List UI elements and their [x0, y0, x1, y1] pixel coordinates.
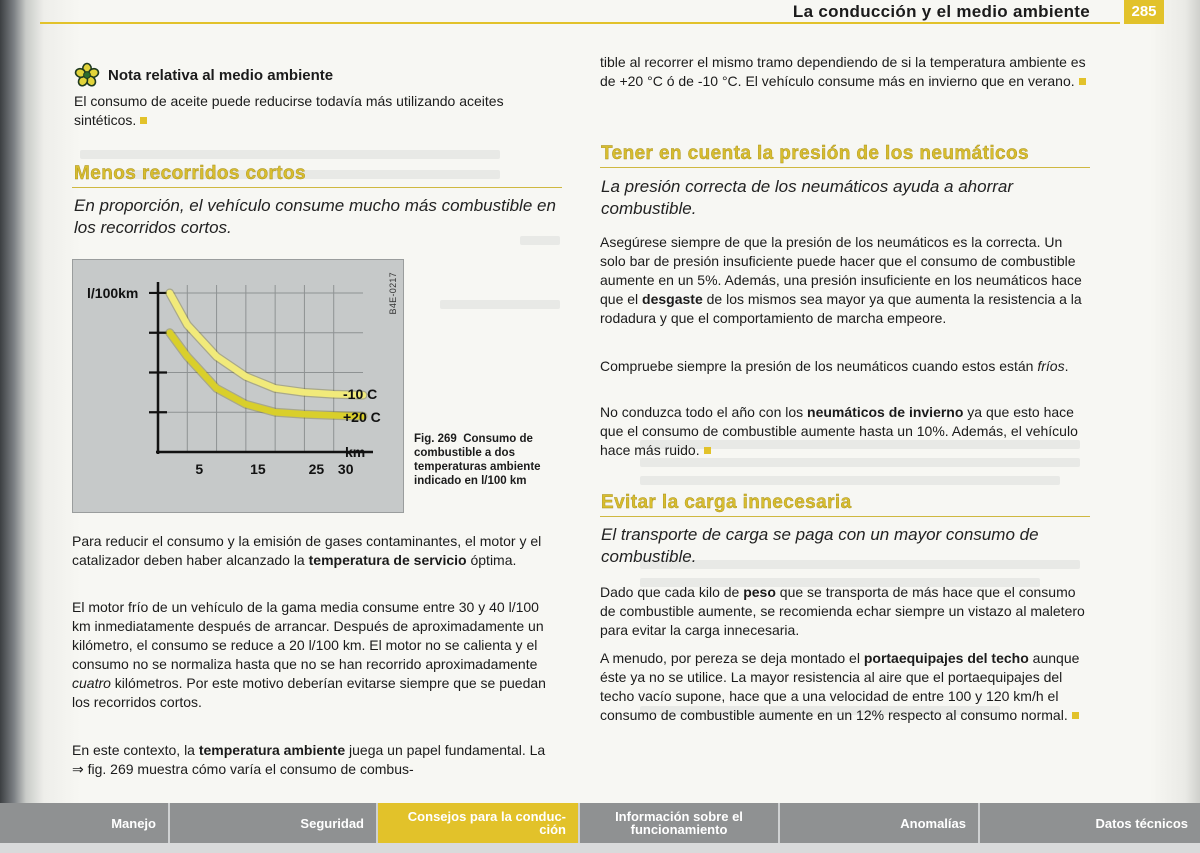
text-run: óptima.: [466, 552, 517, 568]
text-run: juega un papel fundamental. La ⇒ fig. 269 muestra cómo varía el consumo de combus-: [72, 742, 546, 777]
note-text-content: El consumo de aceite puede reducirse todavía más utilizando aceites sintéticos.: [74, 93, 504, 128]
series-label-minus10: -10 C: [343, 386, 378, 403]
text-run: aunque éste ya no se utilice. La mayor resistencia al aire que el portaequipajes del techo vacío supone, hace que a una velocidad de entre 100 y 120 km/h el consumo de combustible aumente en un 12% respecto al consumo normal.: [600, 650, 1080, 723]
paragraph-roof-rack: [600, 649, 1090, 725]
tab-label: Datos técnicos: [1095, 815, 1188, 831]
tab-consejos[interactable]: [378, 803, 580, 843]
tab-datos-tecnicos[interactable]: [980, 803, 1200, 843]
bold-text: portaequipajes del techo: [863, 650, 1029, 666]
section-title-tire-pressure: Tener en cuenta la presión de los neumáticos: [601, 143, 1029, 164]
paragraph-tire-pressure: [600, 233, 1090, 328]
figure-code: B4E-0217: [388, 272, 398, 315]
text-run: .: [1064, 358, 1069, 374]
paragraph-weight: [600, 583, 1090, 640]
text-run: que se transporta de más hace que el consumo de combustible aumente, se recomienda echar siempre un vistazo al maletero para evitar la carga innecesaria.: [600, 584, 1085, 638]
paragraph-winter-tires: [600, 403, 1090, 460]
tab-label: Consejos para la conduc- ción: [407, 809, 566, 837]
text-run: El motor frío de un vehículo de la gama media consume entre 30 y 40 l/100 km inmediatamente después de arrancar. Después de aproximadamente un kilómetro, el consumo se reduce a 20 l/100 km. El motor no se calienta y el consumo no se normaliza hasta que no se han recorrido aproximadamente: [72, 599, 544, 672]
paragraph-continuation: [600, 53, 1090, 91]
footer-strip: [0, 843, 1200, 853]
tab-label: Información sobre el funcionamiento: [615, 809, 743, 837]
section-title-unnecessary-load: Evitar la carga innecesaria: [601, 492, 852, 513]
tab-seguridad[interactable]: [170, 803, 378, 843]
section-title-short-trips: Menos recorridos cortos: [74, 163, 306, 184]
text-run: ya que esto hace que el consumo de combustible aumente hasta un 10%. Además, el vehículo hace más ruido.: [600, 404, 1078, 458]
paragraph-service-temperature: [72, 532, 550, 570]
figure-caption-text: Consumo de combustible a dos temperaturas ambiente indicado en l/100 km: [414, 433, 541, 487]
text-run: En este contexto, la: [72, 742, 199, 758]
tab-label: Seguridad: [300, 815, 364, 831]
tab-label: Anomalías: [900, 815, 966, 831]
header-rule: [40, 22, 1120, 24]
show-through: [440, 300, 560, 309]
text-run: Dado que cada kilo de: [600, 584, 744, 600]
figure-caption-label: Fig. 269: [414, 433, 457, 445]
tab-anomalias[interactable]: [780, 803, 980, 843]
text-run: de los mismos sea mayor ya que aumenta la resistencia a la rodadura y que el comportamiento de marcha empeore.: [600, 291, 1082, 326]
x-tick-label: 5: [195, 461, 204, 477]
end-marker: [140, 117, 147, 124]
section-lead-unnecessary-load: El transporte de carga se paga con un mayor consumo de combustible.: [601, 525, 1039, 566]
note-title: Nota relativa al medio ambiente: [108, 66, 334, 84]
page-header-title: La conducción y el medio ambiente: [792, 2, 1090, 21]
x-tick-label: 15: [250, 461, 266, 477]
text-run: Compruebe siempre la presión de los neumáticos cuando estos están: [600, 358, 1038, 374]
paragraph-ambient-temperature: [72, 741, 550, 779]
end-marker: [1072, 712, 1079, 719]
x-axis-label: km: [345, 444, 366, 460]
tab-label: Manejo: [111, 815, 156, 831]
flower-icon: [74, 62, 100, 88]
consumption-chart: [73, 260, 403, 512]
section-rule: [600, 167, 1090, 168]
environment-note-heading: [74, 62, 333, 88]
text-run: A menudo, por pereza se deja montado el: [600, 650, 864, 666]
end-marker: [1079, 78, 1086, 85]
italic-text: cuatro: [72, 675, 111, 691]
consumption-figure: [72, 259, 404, 513]
bold-text: temperatura ambiente: [198, 742, 346, 758]
end-marker: [704, 447, 711, 454]
y-axis-label: l/100km: [87, 285, 139, 301]
text-run: Asegúrese siempre de que la presión de los neumáticos es la correcta. Un solo bar de presión insuficiente puede hacer que el consumo de combustible aumente en un 5%. Además, una presión insuficiente en los neumáticos hace que el: [600, 234, 1082, 307]
section-rule: [72, 187, 562, 188]
italic-text: fríos: [1037, 358, 1065, 374]
paragraph-check-cold: [600, 357, 1090, 376]
tab-manejo[interactable]: [0, 803, 170, 843]
text-run: kilómetros. Por este motivo deberían evitarse siempre que se puedan los recorridos cortos.: [72, 675, 546, 710]
note-text: [74, 92, 544, 130]
series-label-plus20: +20 C: [343, 409, 381, 426]
paragraph-cold-engine: [72, 598, 550, 712]
text-run: Para reducir el consumo y la emisión de gases contaminantes, el motor y el catalizador deben haber alcanzado la: [72, 533, 542, 568]
figure-caption: [414, 432, 554, 488]
tab-informacion[interactable]: [580, 803, 780, 843]
bold-text: temperatura de servicio: [308, 552, 467, 568]
bold-text: peso: [743, 584, 776, 600]
section-lead-short-trips: En proporción, el vehículo consume mucho más combustible en los recorridos cortos.: [74, 196, 556, 237]
x-tick-label: 25: [308, 461, 325, 477]
x-tick-label: 30: [337, 461, 354, 477]
bold-text: neumáticos de invierno: [807, 404, 964, 420]
text-run: tible al recorrer el mismo tramo dependiendo de si la temperatura ambiente es de +20 °C ó de -10 °C. El vehículo consume más en invierno que en verano.: [600, 54, 1086, 89]
text-run: No conduzca todo el año con los: [600, 404, 808, 420]
page-number: 285: [1124, 0, 1164, 24]
section-lead-tire-pressure: La presión correcta de los neumáticos ayuda a ahorrar combustible.: [601, 177, 1014, 218]
show-through: [640, 476, 1060, 485]
section-rule: [600, 516, 1090, 517]
bold-text: desgaste: [642, 291, 703, 307]
footer-nav: [0, 803, 1200, 843]
show-through: [80, 150, 500, 159]
